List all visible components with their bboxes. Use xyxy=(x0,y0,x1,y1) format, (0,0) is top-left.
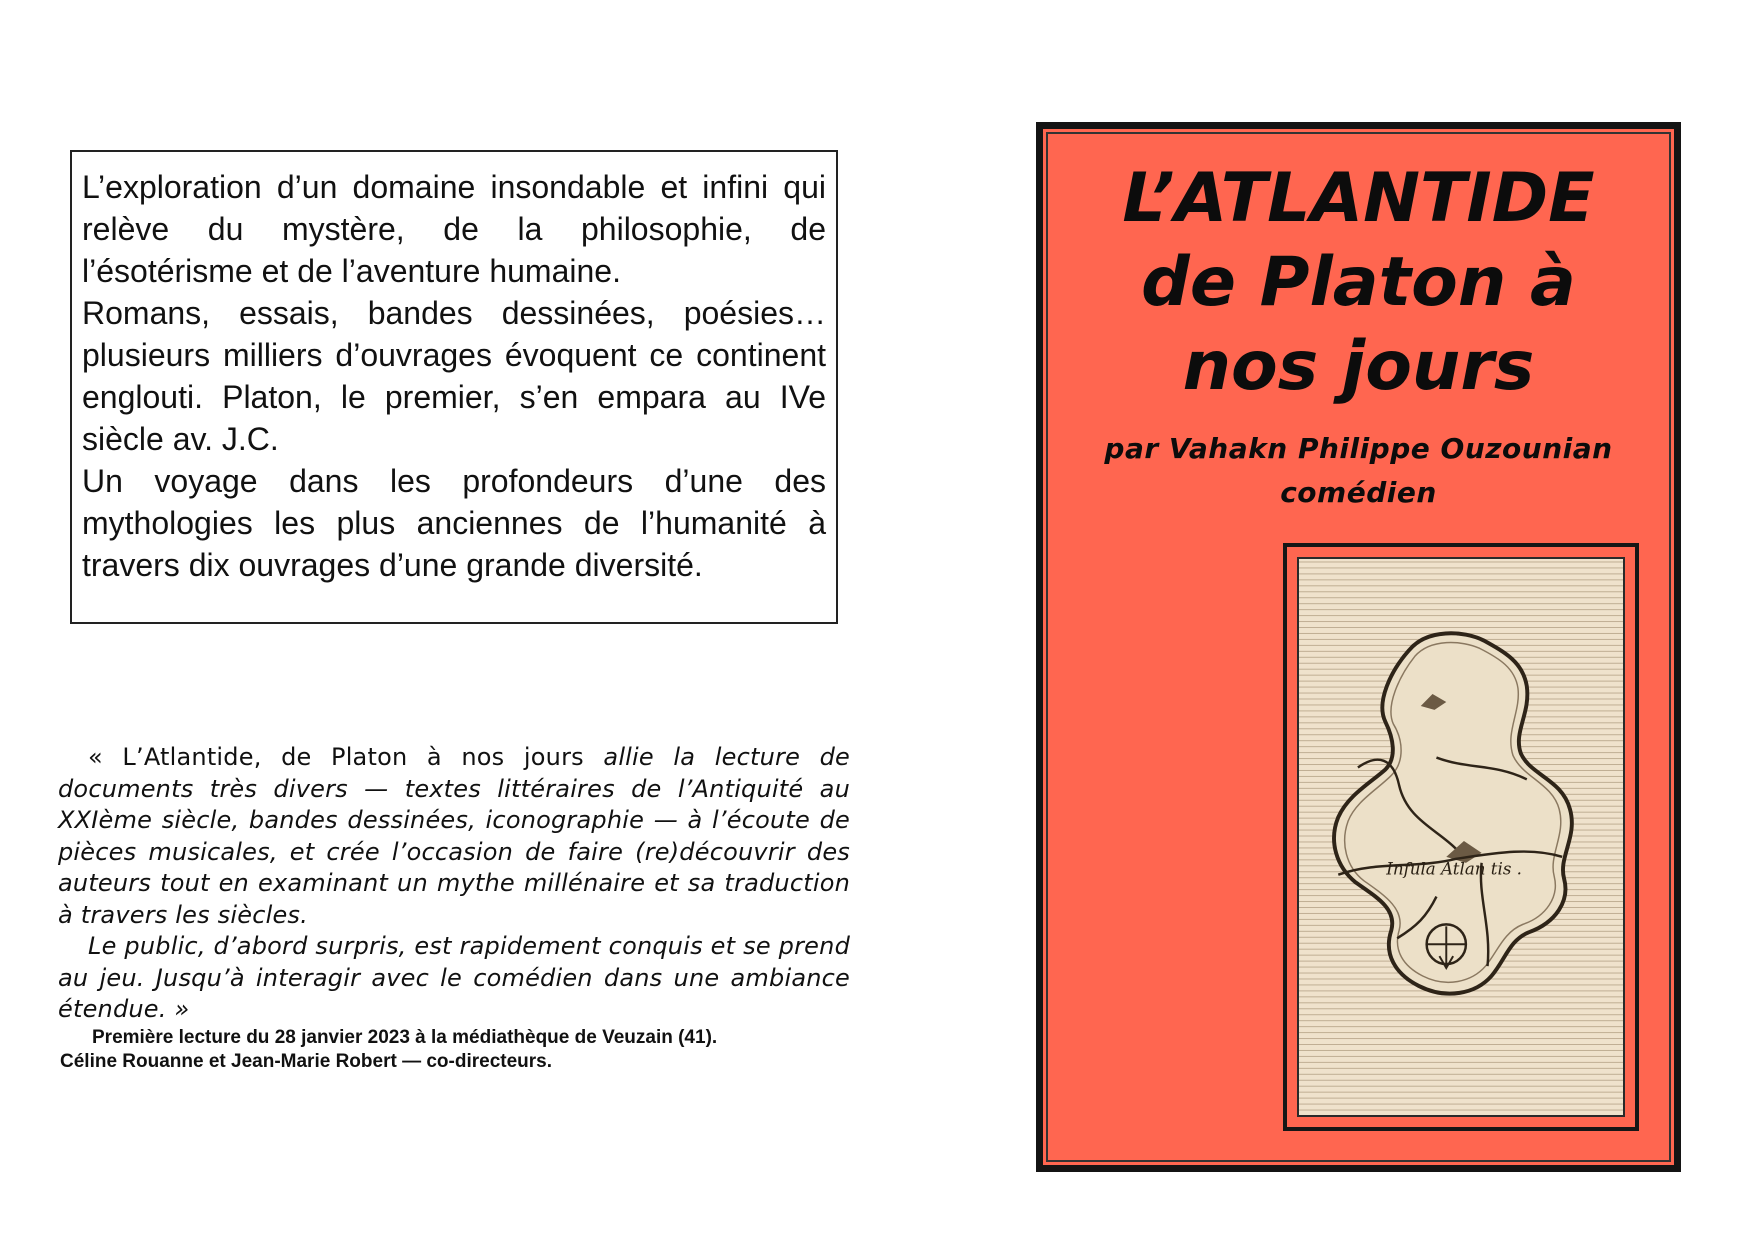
summary-paragraph-2: Romans, essais, bandes dessinées, poésies… plusieurs milliers d’ouvrages évoquent ce continent englouti. Platon, le premier, s’en empara au IVe siècle av. J.C. xyxy=(82,295,826,457)
review-paragraph-1 xyxy=(58,742,850,931)
cover-title-line-2: de Platon à xyxy=(1141,243,1576,322)
book-cover xyxy=(1036,122,1681,1172)
map-label: Infula Atlan tis . xyxy=(1386,858,1523,879)
cover-author-line-1: par Vahakn Philippe Ouzounian xyxy=(1104,432,1613,465)
cover-author-line-2: comédien xyxy=(1280,476,1437,509)
review-quote-body: allie la lecture de documents très divers — textes littéraires de l’Antiquité au XXIème siècle, bandes dessinées, iconographie — à l’écoute de pièces musicales, et crée l’occasion de faire (re)découvrir des auteurs tout en examinant un mythe millénaire et sa traduction à travers les siècles. xyxy=(58,743,850,929)
credits xyxy=(60,1026,850,1074)
cover-author xyxy=(1043,427,1674,515)
cover-title-line-3: nos jours xyxy=(1182,327,1535,406)
cover-title xyxy=(1043,157,1674,409)
summary-paragraph-3: Un voyage dans les profondeurs d’une des mythologies les plus anciennes de l’humanité à travers dix ouvrages d’une grande diversité. xyxy=(82,463,826,583)
review-quote-opening: « L’Atlantide, de Platon à nos jours xyxy=(88,743,584,771)
credits-event-line: Première lecture du 28 janvier 2023 à la médiathèque de Veuzain (41). xyxy=(92,1027,718,1048)
summary-paragraph-1: L’exploration d’un domaine insondable et infini qui relève du mystère, de la philosophie, de l’ésotérisme et de l’aventure humaine. xyxy=(82,169,826,289)
review-paragraph-2: Le public, d’abord surpris, est rapidement conquis et se prend au jeu. Jusqu’à interagir avec le comédien dans une ambiance étendue. » xyxy=(58,932,850,1023)
review-quote xyxy=(58,742,850,1026)
atlantis-map-icon xyxy=(1297,557,1625,1117)
cover-title-line-1: L’ATLANTIDE xyxy=(1122,159,1595,238)
summary-box xyxy=(70,150,838,624)
map-frame xyxy=(1283,543,1639,1131)
map-engraving xyxy=(1299,559,1623,1115)
credits-directors-line: Céline Rouanne et Jean-Marie Robert — co-directeurs. xyxy=(60,1051,553,1072)
